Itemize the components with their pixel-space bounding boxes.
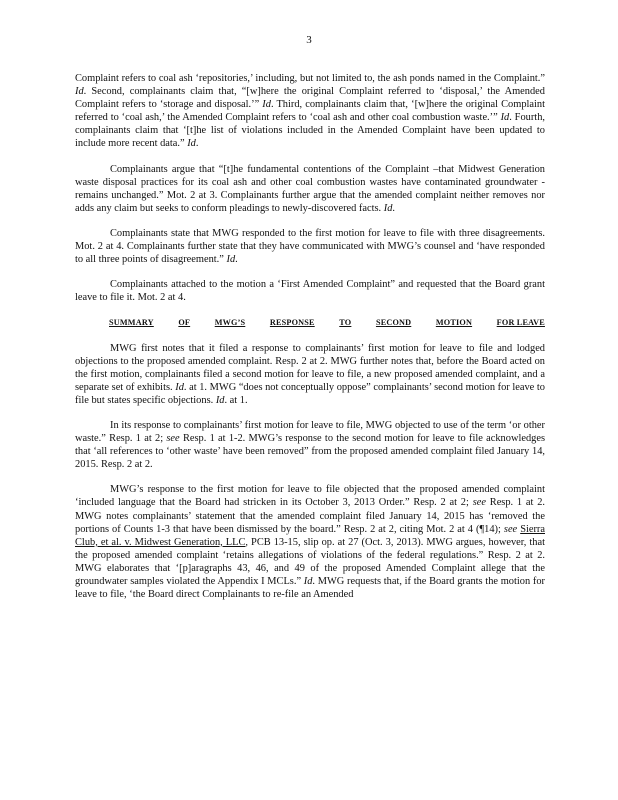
paragraph-complainants-attached	[75, 278, 545, 304]
text-run: Resp. 1 at 1-2. MWG’s response to the second motion for leave to file acknowledges that ‘all references to ‘other waste’ have been removed” from the proposed amended complaint filed January 14, 2015. Resp. 2 at 2.	[75, 433, 545, 471]
paragraph-complainants-argue	[75, 163, 545, 215]
text-run: .	[392, 202, 396, 214]
citation-id: Id	[383, 202, 393, 214]
text-run: . at 1.	[224, 394, 248, 406]
text-run: Resp. 1 at 2. MWG notes complainants’ statement that the amended complaint filed January 14, 2015 has ‘removed the portions of Counts 1-3 that have been dismissed by the board.” Resp. 2 at 2, citing Mot. 2 at 4 (¶14);	[75, 497, 545, 535]
heading-word: SECOND	[375, 318, 412, 328]
text-run: . Third, complainants claim that, ‘[w]here the original Complaint referred to ‘coal ash,’ the Amended Complaint refers to ‘coal ash and other coal combustion waste.’”	[75, 99, 546, 124]
text-run: In its response to complainants’ first motion for leave to file, MWG objected to use of the term ‘or other waste.” Resp. 1 at 2;	[75, 419, 545, 445]
page-number: 3	[306, 34, 312, 46]
heading-word: FOR LEAVE	[496, 318, 545, 328]
citation-id: Id	[175, 381, 184, 393]
text-run: . at 1. MWG “does not conceptually oppose” complainants’ second motion for leave to file but states specific objections.	[75, 381, 546, 406]
text-run: . Fourth, complainants claim that ‘[t]he list of violations included in the Amended Complaint have been updated to include more recent data.”	[75, 112, 545, 150]
document-body	[75, 72, 545, 613]
citation-id: Id	[187, 138, 196, 150]
citation-id: Id	[500, 112, 510, 124]
text-run: .	[235, 254, 238, 266]
citation-signal: see	[503, 523, 518, 535]
paragraph-mwg-response-stricken	[75, 483, 545, 601]
case-name: Sierra Club, et al. v. Midwest Generation, LLC	[75, 523, 545, 548]
section-heading	[75, 316, 545, 329]
text-run: Complainants state that MWG responded to the first motion for leave to file with three disagreements. Mot. 2 at 4. Complainants further state that they have communicated with MWG’s counsel and ‘have responded to all three points of disagreement.”	[75, 227, 545, 266]
text-run: .	[195, 138, 199, 150]
text-run: Complaint refers to coal ash ‘repositories,’ including, but not limited to, the ash ponds named in the Complaint.”	[75, 73, 545, 84]
heading-word: OF	[178, 318, 191, 328]
heading-word: MWG’S	[214, 318, 246, 328]
citation-id: Id	[226, 254, 236, 266]
citation-id: Id	[303, 576, 313, 587]
citation-signal: see	[472, 497, 486, 509]
heading-word: SUMMARY	[109, 318, 154, 328]
citation-signal: see	[166, 433, 180, 445]
text-run: Complainants argue that “[t]he fundamental contentions of the Complaint –that Midwest Generation waste disposal practices for its coal ash and other coal combustion wastes have contaminated groundwater -remains unchanged.” Mot. 2 at 3. Complainants further argue that the amended complaint neither removes nor adds any claim but seeks to conform pleadings to newly-discovered facts.	[75, 163, 545, 214]
citation-id: Id	[75, 86, 84, 98]
paragraph-coal-ash-terms	[75, 72, 545, 151]
heading-word: TO	[339, 318, 352, 328]
text-run: MWG first notes that it filed a response to complainants’ first motion for leave to file and lodged objections to the proposed amended complaint. Resp. 2 at 2. MWG further notes that, before the Board acted on the first motion, complainants filed a second motion for leave to file, a new proposed amended complaint, and a separate set of exhibits.	[75, 342, 545, 393]
heading-word: MOTION	[435, 318, 473, 328]
text-run: , PCB 13-15, slip op. at 27 (Oct. 3, 2013). MWG argues, however, that the proposed amended complaint ‘retains allegations of violations of the federal regulations.” Resp. 2 at 2. MWG elaborates that ‘[p]aragraphs 43, 46, and 49 of the proposed Amended Complaint allege that the groundwater samples violated the Appendix I MCLs.”	[75, 536, 546, 587]
citation-id: Id	[215, 394, 225, 406]
citation-id: Id	[262, 99, 271, 111]
text-run: . Second, complainants claim that, “[w]here the original Complaint referred to ‘disposal,’ the Amended Complaint refers to ‘storage and disposal.’”	[75, 86, 545, 111]
text-run: . MWG requests that, if the Board grants the motion for leave to file, ‘the Board direct Complainants to re-file an Amended	[75, 576, 545, 601]
paragraph-mwg-first-notes	[75, 342, 545, 407]
paragraph-complainants-state	[75, 227, 545, 266]
text-run: Complainants attached to the motion a ‘First Amended Complaint” and requested that the Board grant leave to file it. Mot. 2 at 4.	[75, 279, 545, 304]
text-run: MWG’s response to the first motion for leave to file objected that the proposed amended complaint ‘included language that the Board had stricken in its October 3, 2013 Order.” Resp. 2 at 2;	[75, 484, 545, 509]
paragraph-mwg-response-other-waste	[75, 419, 545, 471]
heading-word: RESPONSE	[269, 318, 315, 328]
